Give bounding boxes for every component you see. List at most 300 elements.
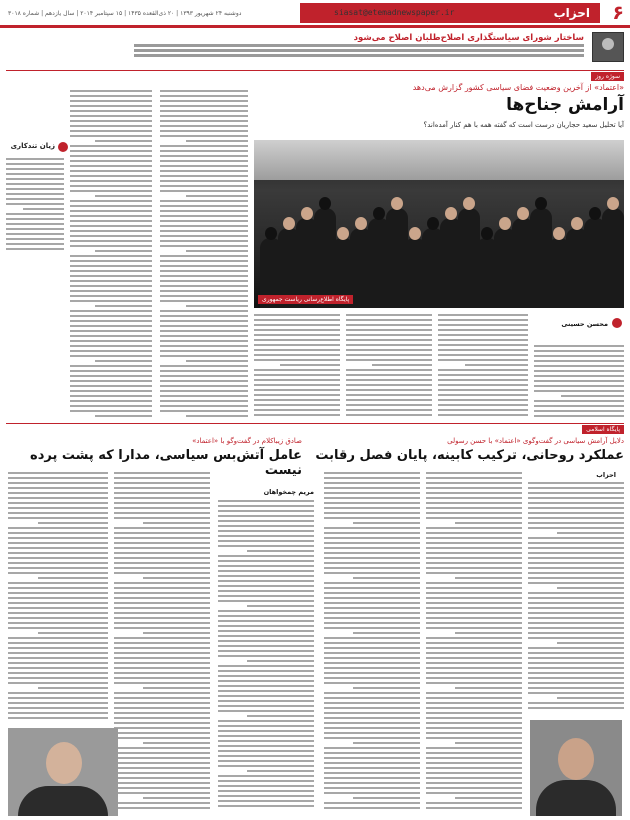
text-line [160,90,248,92]
text-line [254,324,340,326]
text-line [353,742,420,744]
text-line [6,168,64,170]
text-line [114,777,210,779]
text-line [114,592,210,594]
photo-figure [602,208,624,308]
text-line [346,354,432,356]
text-line [528,487,624,489]
text-line [114,697,210,699]
text-line [114,672,210,674]
text-line [426,667,522,669]
text-line [114,772,210,774]
text-line [218,640,314,642]
text-line [324,622,420,624]
text-line [114,527,210,529]
text-line [353,797,420,799]
text-line [254,404,340,406]
text-line [438,354,528,356]
photo-curtain [254,140,624,180]
brief-title: ساختار شورای سیاستگذاری اصلاح‌طلبان اصلاح می‌شود [353,33,584,43]
text-line [528,497,624,499]
text-line [218,705,314,707]
text-line [254,359,340,361]
text-line [8,502,108,504]
text-line [254,384,340,386]
text-line [70,270,152,272]
text-line [114,667,210,669]
text-line [114,722,210,724]
text-line [160,105,248,107]
text-line [186,250,248,252]
text-line [114,642,210,644]
text-line [8,532,108,534]
text-line [218,585,314,587]
text-line [218,555,314,557]
text-line [534,385,624,387]
bottom-tag: پایگاه اسلامی [582,425,624,434]
text-line [143,577,210,579]
text-line [6,223,64,225]
text-line [218,500,314,502]
text-line [160,315,248,317]
text-line [324,607,420,609]
text-line [218,600,314,602]
text-line [6,183,64,185]
text-line [426,712,522,714]
text-line [438,379,528,381]
text-line [426,472,522,474]
text-line [528,492,624,494]
text-line [160,220,248,222]
text-line [114,622,210,624]
text-line [23,208,64,210]
text-line [218,510,314,512]
text-line [254,314,340,316]
photo-head [319,197,331,210]
text-line [534,365,624,367]
text-line [324,677,420,679]
text-line [218,570,314,572]
text-line [426,682,522,684]
text-line [218,785,314,787]
text-line [426,497,522,499]
text-line [114,487,210,489]
text-line [160,110,248,112]
text-line [254,354,340,356]
right-author: احزاب [596,471,616,479]
text-line [346,319,432,321]
text-line [426,597,522,599]
text-line [438,324,528,326]
text-line [426,647,522,649]
text-line [95,305,152,307]
text-line [8,662,108,664]
text-line [426,552,522,554]
text-line [70,155,152,157]
photo-head [409,227,421,240]
text-line [160,260,248,262]
text-line [114,682,210,684]
news-brief [90,32,624,62]
text-line [426,562,522,564]
text-line [70,110,152,112]
text-line [324,782,420,784]
text-line [70,220,152,222]
text-line [114,782,210,784]
text-line [426,702,522,704]
text-line [346,324,432,326]
text-line [114,692,210,694]
text-line [8,652,108,654]
text-line [6,173,64,175]
text-line [426,502,522,504]
text-line [160,375,248,377]
text-line [8,637,108,639]
text-line [528,662,624,664]
text-line [557,587,624,589]
text-line [528,502,624,504]
text-line [160,310,248,312]
text-column [254,314,340,419]
text-line [160,205,248,207]
text-line [160,175,248,177]
text-line [186,415,248,417]
text-line [528,527,624,529]
text-line [426,557,522,559]
text-line [160,100,248,102]
text-line [218,575,314,577]
text-line [438,369,528,371]
text-line [70,245,152,247]
text-line [70,320,152,322]
text-line [70,255,152,257]
text-line [324,802,420,804]
text-column [6,158,64,253]
text-line [324,637,420,639]
text-line [8,587,108,589]
text-line [324,717,420,719]
text-line [114,567,210,569]
text-line [426,672,522,674]
photo-head [463,197,475,210]
text-line [561,395,624,397]
text-line [346,344,432,346]
text-line [426,727,522,729]
text-line [70,290,152,292]
text-line [160,370,248,372]
text-line [528,562,624,564]
text-line [6,193,64,195]
text-line [438,314,528,316]
text-line [186,140,248,142]
text-line [70,130,152,132]
text-line [114,532,210,534]
text-line [8,567,108,569]
text-line [8,482,108,484]
text-line [438,374,528,376]
text-line [455,522,522,524]
text-line [426,697,522,699]
text-line [528,702,624,704]
text-line [528,552,624,554]
text-line [426,592,522,594]
text-line [8,717,108,719]
text-line [324,472,420,474]
text-line [438,404,528,406]
text-line [160,165,248,167]
text-line [70,350,152,352]
text-line [8,657,108,659]
text-column [218,500,314,810]
text-line [254,349,340,351]
text-line [254,414,340,416]
text-line [254,329,340,331]
text-line [426,587,522,589]
text-column [528,482,624,712]
text-line [426,717,522,719]
text-line [528,522,624,524]
quote-icon [58,142,68,152]
text-line [346,334,432,336]
text-line [218,725,314,727]
text-line [160,385,248,387]
text-line [218,515,314,517]
text-line [324,597,420,599]
text-column [324,472,420,812]
text-column [8,472,108,722]
text-line [247,770,314,772]
text-line [114,557,210,559]
text-line [218,800,314,802]
text-line [218,590,314,592]
text-line [346,404,432,406]
photo-head [499,217,511,230]
text-line [218,790,314,792]
text-line [528,567,624,569]
photo-head [445,207,457,220]
text-line [143,522,210,524]
text-line [426,757,522,759]
text-line [426,527,522,529]
site-email[interactable]: siasat@etemadnewspaper.ir [334,8,455,17]
text-line [324,592,420,594]
text-line [324,552,420,554]
text-line [186,195,248,197]
text-line [70,95,152,97]
text-line [324,712,420,714]
text-line [324,582,420,584]
photo-head [535,197,547,210]
text-line [160,240,248,242]
text-line [160,170,248,172]
text-line [324,547,420,549]
text-line [160,395,248,397]
text-line [438,384,528,386]
text-line [324,532,420,534]
divider [6,70,624,71]
text-line [346,409,432,411]
text-line [426,807,522,809]
text-line [353,687,420,689]
brief-portrait [592,32,624,62]
text-line [218,540,314,542]
left-headline: عامل آتش‌بس سیاسی، مدارا که پشت پرده نیست [30,448,302,478]
text-line [438,409,528,411]
text-line [70,380,152,382]
text-line [346,369,432,371]
text-line [160,355,248,357]
text-line [346,394,432,396]
text-line [114,702,210,704]
text-line [160,185,248,187]
photo-head [337,227,349,240]
text-line [426,707,522,709]
text-line [426,642,522,644]
text-line [324,502,420,504]
text-line [160,155,248,157]
text-line [426,507,522,509]
text-line [70,240,152,242]
text-line [528,542,624,544]
text-line [160,225,248,227]
text-line [534,345,624,347]
text-line [557,532,624,534]
text-line [218,645,314,647]
text-line [528,617,624,619]
text-line [114,607,210,609]
text-line [324,642,420,644]
text-line [218,595,314,597]
photo-head [427,217,439,230]
text-line [324,692,420,694]
text-line [114,627,210,629]
text-line [70,230,152,232]
text-line [426,617,522,619]
text-line [528,547,624,549]
text-line [70,175,152,177]
text-line [70,100,152,102]
text-line [528,652,624,654]
text-line [247,660,314,662]
text-line [324,617,420,619]
text-line [426,622,522,624]
text-line [160,330,248,332]
text-line [254,399,340,401]
text-line [528,627,624,629]
text-line [324,747,420,749]
text-line [218,755,314,757]
lead-headline: آرامش جناح‌ها [506,95,624,115]
text-line [114,612,210,614]
text-line [534,355,624,357]
text-line [8,667,108,669]
text-line [114,652,210,654]
text-line [218,560,314,562]
text-line [438,329,528,331]
text-line [143,797,210,799]
text-line [8,547,108,549]
text-line [353,632,420,634]
text-line [218,620,314,622]
text-line [426,762,522,764]
text-line [70,285,152,287]
text-line [426,547,522,549]
text-line [455,687,522,689]
text-line [38,522,108,524]
photo-head [481,227,493,240]
text-line [426,752,522,754]
issue-date: دوشنبه ۲۴ شهریور ۱۳۹۳ | ۲۰ ذی‌القعده ۱۴۳۵ | ۱۵ سپتامبر ۲۰۱۴ | سال یازدهم | شماره ۳۰۱۸ [8,10,242,17]
text-line [218,700,314,702]
text-line [346,359,432,361]
text-line [160,160,248,162]
text-line [426,777,522,779]
text-line [324,612,420,614]
text-line [218,535,314,537]
text-line [160,115,248,117]
text-line [114,732,210,734]
text-line [8,677,108,679]
text-line [8,572,108,574]
text-line [372,364,432,366]
text-line [455,632,522,634]
text-line [114,637,210,639]
text-line [70,295,152,297]
zibakalam-portrait [8,728,118,816]
text-line [324,707,420,709]
text-column [426,472,522,812]
text-line [324,477,420,479]
text-line [218,760,314,762]
text-line [218,765,314,767]
text-line [70,135,152,137]
text-line [426,482,522,484]
text-line [8,647,108,649]
text-line [218,750,314,752]
text-line [6,178,64,180]
author-dot [612,318,622,328]
text-line [160,300,248,302]
text-line [114,547,210,549]
text-line [114,647,210,649]
text-line [324,482,420,484]
text-line [528,537,624,539]
text-line [534,360,624,362]
text-line [534,370,624,372]
text-line [160,405,248,407]
text-line [528,672,624,674]
text-line [6,248,64,250]
text-line [254,409,340,411]
text-line [426,542,522,544]
text-line [70,335,152,337]
text-line [346,314,432,316]
text-line [218,530,314,532]
text-line [455,577,522,579]
text-line [160,210,248,212]
text-line [114,677,210,679]
text-line [70,410,152,412]
text-line [70,90,152,92]
text-line [114,727,210,729]
masthead [0,0,630,28]
text-line [218,740,314,742]
text-line [160,270,248,272]
text-line [528,482,624,484]
text-line [218,690,314,692]
text-line [70,405,152,407]
text-line [114,537,210,539]
